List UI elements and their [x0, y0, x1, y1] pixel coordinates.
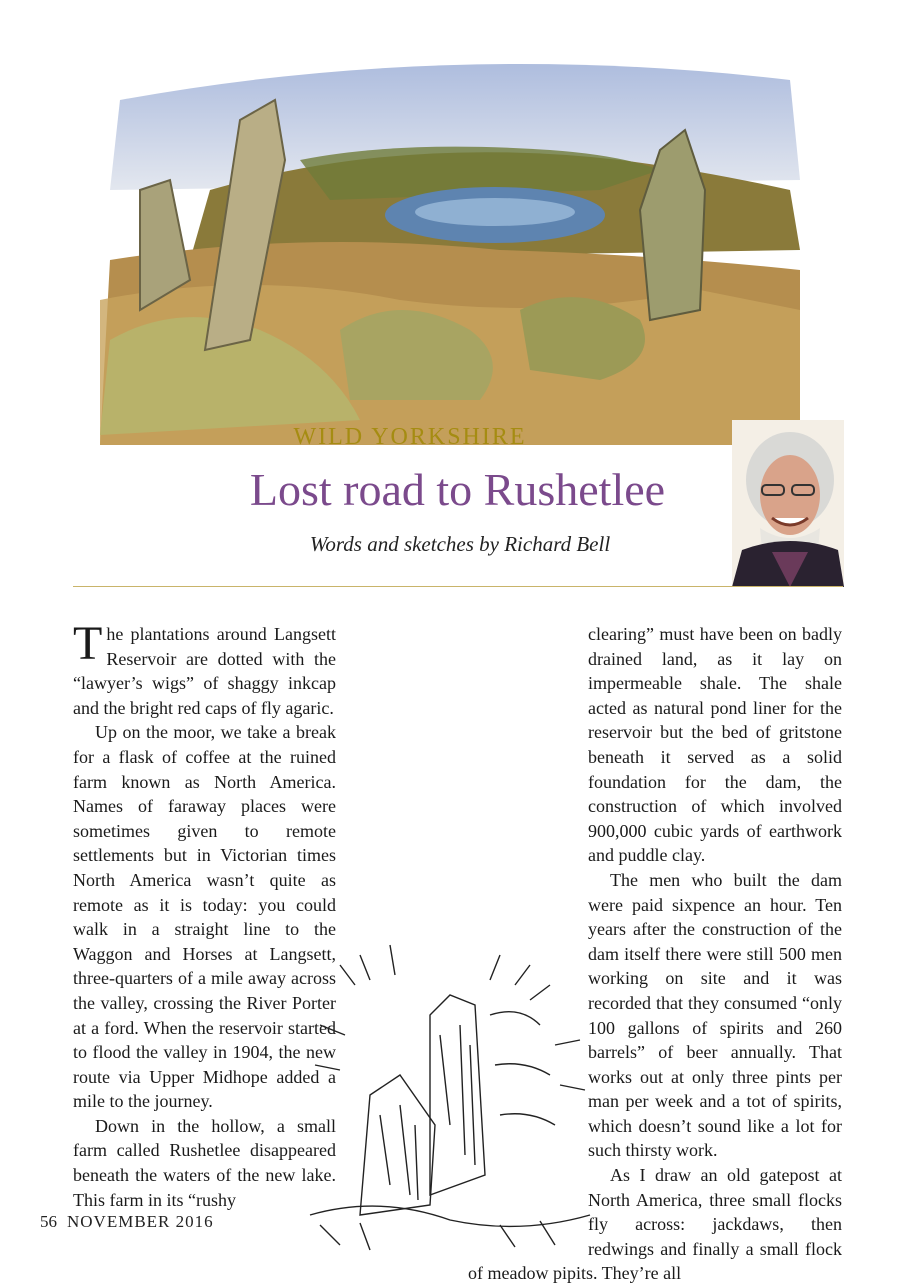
paragraph: As I draw an old gatepost at North America, three small flocks fly across: jackdaws, then redwings and finally a small flock of meadow pipits. They’re all	[468, 1165, 842, 1284]
author-portrait	[732, 420, 844, 587]
gatepost-sketch	[300, 925, 600, 1255]
section-kicker: WILD YORKSHIRE	[293, 424, 527, 450]
hero-illustration	[100, 40, 805, 445]
article-byline: Words and sketches by Richard Bell	[309, 532, 611, 556]
paragraph-text: he plantations around Langsett Reservoir are dotted with the “lawyer’s wigs” of shaggy inkcap and the bright red caps of fly agaric.	[73, 624, 336, 718]
article-title: Lost road to Rushetlee	[249, 464, 666, 515]
issue-date: NOVEMBER 2016	[67, 1212, 214, 1231]
page-footer	[40, 1212, 214, 1232]
paragraph: clearing” must have been on badly drained land, as it lay on impermeable shale. The shale acted as natural pond liner for the reservoir but the bed of gritstone beneath it served as a solid foundation for the dam, the construction of which involved 900,000 cubic yards of earthwork and puddle clay.	[588, 624, 842, 866]
paragraph	[73, 617, 446, 720]
header-divider	[73, 586, 843, 587]
paragraph: Down in the hollow, a small farm called Rushetlee disappeared beneath the waters of the new lake. This farm in its “rushy	[73, 1115, 336, 1210]
drop-cap: T	[73, 617, 103, 670]
page-number: 56	[40, 1212, 57, 1231]
paragraph: Up on the moor, we take a break for a flask of coffee at the ruined farm known as North America. Names of faraway places were sometimes given to remote settlements but in Victorian times North America wasn’t quite as remote as it is today: you could walk in a straight line to the Waggon and Horses at Langsett, three-quarters of a mile away across the valley, crossing the River Porter at a ford. When the reservoir started to flood the valley in 1904, the new route via Upper Midhope added a mile to the journey.	[73, 722, 336, 1112]
paragraph: The men who built the dam were paid sixpence an hour. Ten years after the construction of the dam itself there were still 500 men working on site and it was recorded that they consumed “only 100 gallons of spirits and 260 barrels” of beer annually. That works out at only three pints per man per week and a tot of spirits, which doesn’t sound like a lot for such thirsty work.	[588, 869, 842, 1161]
